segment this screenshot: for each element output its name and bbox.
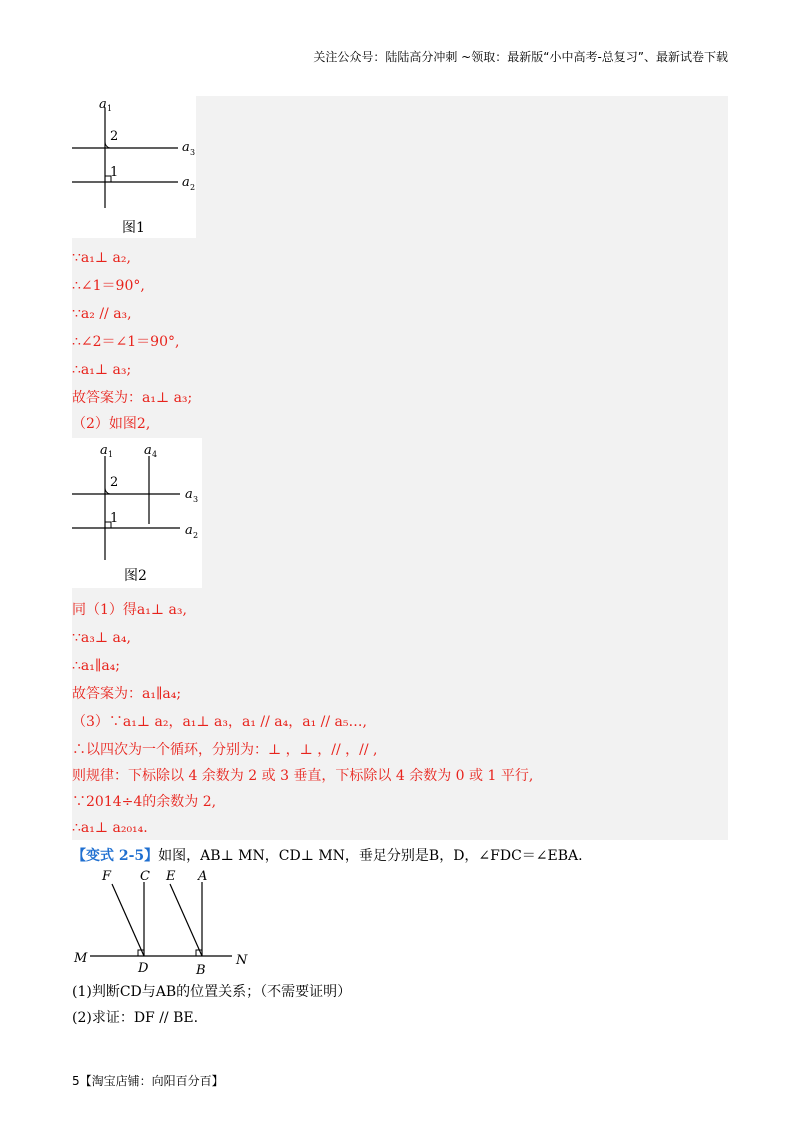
sol-line-16: ∴a₁⊥ a₂₀₁₄.: [72, 820, 148, 836]
sol-line-1: ∵a₁⊥ a₂,: [72, 250, 131, 266]
fig1-label-a3: a: [182, 140, 190, 155]
problem-stem-row: [72, 846, 583, 866]
sol-line-13: ∴以四次为一个循环，分别为：⊥ ，⊥ ，// ，// ,: [72, 742, 378, 758]
page-footer: [72, 1072, 224, 1089]
sol-line-10: ∴a₁∥a₄;: [72, 658, 121, 674]
fig3-label-A: A: [198, 869, 208, 884]
figure-2: [72, 438, 202, 588]
sol-line-3: ∵a₂ // a₃,: [72, 306, 132, 322]
sol-line-15: ∵2014÷4的余数为 2,: [72, 794, 217, 810]
fig1-angle-2: 2: [110, 129, 119, 144]
fig2-caption: 图2: [124, 568, 147, 584]
fig3-label-E: E: [166, 869, 176, 884]
fig1-caption: 图1: [122, 220, 145, 236]
sol-line-2: ∴∠1＝90°,: [72, 278, 145, 294]
fig1-label-a1-sub: 1: [107, 104, 113, 113]
fig3-label-D: D: [138, 961, 149, 976]
figure-2-diagram: [72, 438, 202, 588]
figure-1: [72, 96, 196, 238]
sol-line-4: ∴∠2＝∠1＝90°,: [72, 334, 180, 350]
fig1-label-a1: a: [99, 97, 107, 112]
sol-line-14: 则规律：下标除以 4 余数为 2 或 3 垂直，下标除以 4 余数为 0 或 1 平行,: [72, 768, 534, 784]
fig2-angle-1: 1: [110, 511, 119, 526]
fig3-label-M: M: [74, 951, 88, 966]
sol-line-7: （2）如图2,: [72, 416, 151, 432]
fig1-label-a3-sub: 3: [190, 148, 196, 157]
fig2-angle-2: 2: [110, 475, 119, 490]
page-number: 5: [72, 1074, 80, 1088]
figure-3: [72, 868, 272, 978]
fig2-label-a2-sub: 2: [193, 531, 199, 540]
sol-line-8: 同（1）得a₁⊥ a₃,: [72, 602, 187, 618]
fig1-label-a2: a: [182, 175, 190, 190]
fig1-angle-1: 1: [110, 165, 119, 180]
fig2-label-a4: a: [144, 443, 152, 458]
problem-tag: 【变式 2-5】: [72, 848, 159, 864]
question-2: (2)求证：DF // BE.: [72, 1010, 199, 1026]
page-header: 关注公众号：陆陆高分冲刺 ~领取：最新版“小中高考-总复习”、最新试卷下载: [313, 50, 728, 64]
shop-name: 【淘宝店铺：向阳百分百】: [79, 1074, 224, 1088]
fig3-label-C: C: [140, 869, 150, 884]
sol-line-12: （3）∵a₁⊥ a₂，a₁⊥ a₃，a₁ // a₄，a₁ // a₅…,: [72, 714, 367, 730]
fig1-label-a2-sub: 2: [190, 183, 196, 192]
question-1: (1)判断CD与AB的位置关系；（不需要证明）: [72, 984, 352, 1000]
fig3-label-N: N: [236, 953, 248, 968]
sol-line-6: 故答案为：a₁⊥ a₃;: [72, 390, 193, 406]
fig2-label-a1: a: [100, 443, 108, 458]
fig2-label-a2: a: [185, 523, 193, 538]
fig2-label-a1-sub: 1: [108, 450, 114, 459]
fig2-label-a3: a: [185, 487, 193, 502]
sol-line-11: 故答案为：a₁∥a₄;: [72, 686, 182, 702]
fig3-label-B: B: [196, 963, 206, 978]
sol-line-9: ∵a₃⊥ a₄,: [72, 630, 131, 646]
problem-stem: 如图，AB⊥ MN，CD⊥ MN，垂足分别是B，D，∠FDC＝∠EBA.: [158, 848, 583, 864]
fig2-label-a3-sub: 3: [193, 495, 199, 504]
sol-line-5: ∴a₁⊥ a₃;: [72, 362, 132, 378]
fig3-label-F: F: [102, 869, 112, 884]
figure-3-diagram: [72, 868, 272, 978]
figure-1-diagram: [72, 96, 196, 238]
fig2-label-a4-sub: 4: [152, 450, 158, 459]
